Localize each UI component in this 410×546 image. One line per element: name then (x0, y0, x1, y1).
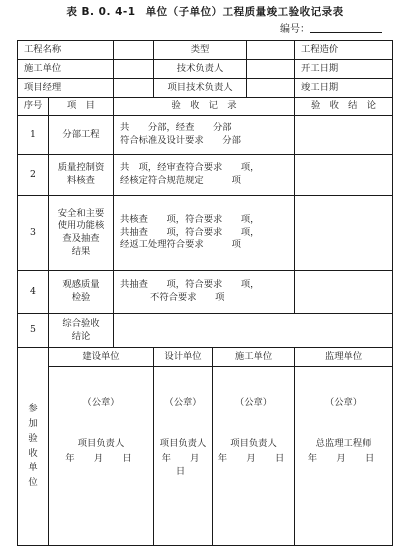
label-technical-lead: 技术负责人 (154, 60, 247, 79)
value-contractor[interactable] (114, 60, 154, 79)
label-project-manager: 项目经理 (18, 79, 114, 98)
label-project-cost: 工程造价 (295, 41, 393, 60)
item-record: 共核查 项，符合要求 项， 共抽查 项，符合要求 项， 经返工处理符合要求 项 (114, 196, 295, 271)
table-row (18, 196, 393, 271)
info-row-contractor (18, 60, 393, 79)
label-project-name: 工程名称 (18, 41, 114, 60)
sign-date: 年 月 日 (161, 453, 219, 477)
signatory-title: 总监理工程师 (315, 437, 372, 449)
signature-block-construction[interactable] (49, 367, 154, 546)
table-row (18, 271, 393, 314)
item-seq: 3 (18, 196, 49, 271)
participants-side-label: 参 加 验 收 单 位 (18, 348, 49, 546)
item-conclusion[interactable] (295, 271, 393, 314)
label-type: 类型 (154, 41, 247, 60)
info-row-project (18, 41, 393, 60)
sign-date: 年 月 日 (65, 453, 137, 465)
column-header-row (18, 98, 393, 116)
acceptance-record-table (17, 40, 393, 546)
header-item: 项 目 (49, 98, 114, 116)
item-record: 共抽查 项，符合要求 项， 不符合要求 项 (114, 271, 295, 314)
form-title-line (0, 4, 410, 19)
header-record: 验 收 记 录 (114, 98, 295, 116)
signatory-title: 项目负责人 (230, 437, 277, 449)
label-project-technical-lead: 项目技术负责人 (154, 79, 247, 98)
document-number-blank[interactable] (310, 23, 382, 33)
sign-date: 年 月 日 (307, 453, 380, 465)
sign-date: 年 月 日 (217, 453, 290, 465)
item-seq: 4 (18, 271, 49, 314)
table-row (18, 155, 393, 196)
official-seal-label: （公章） (324, 397, 363, 408)
value-technical-lead[interactable] (247, 60, 295, 79)
signature-block-supervision[interactable] (295, 367, 393, 546)
item-name: 观感质量 检验 (49, 271, 114, 314)
table-row (18, 116, 393, 155)
signatory-title: 项目负责人 (159, 437, 207, 449)
label-start-date: 开工日期 (295, 60, 393, 79)
signature-block-design[interactable] (154, 367, 219, 546)
value-project-manager[interactable] (114, 79, 154, 98)
value-type[interactable] (247, 41, 295, 60)
label-contractor: 施工单位 (18, 60, 114, 79)
table-number: 表 B. 0. 4-1 (66, 6, 136, 18)
header-conclusion: 验 收 结 论 (295, 98, 393, 116)
document-number-label: 编号： (280, 24, 310, 35)
header-seq: 序号 (18, 98, 49, 116)
value-project-name[interactable] (114, 41, 154, 60)
item-seq: 5 (18, 314, 49, 348)
unit-name-design: 设计单位 (154, 348, 213, 367)
item-conclusion[interactable] (295, 196, 393, 271)
official-seal-label: （公章） (82, 397, 120, 408)
item-name: 分部工程 (49, 116, 114, 155)
overall-conclusion-field[interactable] (114, 314, 393, 348)
unit-name-construction: 建设单位 (49, 348, 154, 367)
item-seq: 2 (18, 155, 49, 196)
unit-name-supervision: 监理单位 (295, 348, 393, 367)
item-seq: 1 (18, 116, 49, 155)
item-record: 共 分部，经查 分部 符合标准及设计要求 分部 (114, 116, 295, 155)
form-title: 单位（子单位）工程质量竣工验收记录表 (145, 6, 344, 18)
item-name: 综合验收 结论 (49, 314, 114, 348)
participants-sign-row (18, 367, 393, 546)
unit-name-contractor: 施工单位 (213, 348, 295, 367)
signature-block-contractor[interactable] (213, 367, 295, 546)
item-name: 安全和主要 使用功能核 查及抽查 结果 (49, 196, 114, 271)
item-conclusion[interactable] (295, 116, 393, 155)
item-record: 共 项，经审查符合要求 项， 经核定符合规范规定 项 (114, 155, 295, 196)
label-completion-date: 竣工日期 (295, 79, 393, 98)
signatory-title: 项目负责人 (77, 437, 125, 449)
document-number-field (280, 20, 382, 35)
table-row (18, 314, 393, 348)
participants-header-row (18, 348, 393, 367)
official-seal-label: （公章） (234, 397, 273, 408)
official-seal-label: （公章） (164, 397, 202, 408)
item-name: 质量控制资 料核查 (49, 155, 114, 196)
info-row-manager (18, 79, 393, 98)
value-project-technical-lead[interactable] (247, 79, 295, 98)
item-conclusion[interactable] (295, 155, 393, 196)
